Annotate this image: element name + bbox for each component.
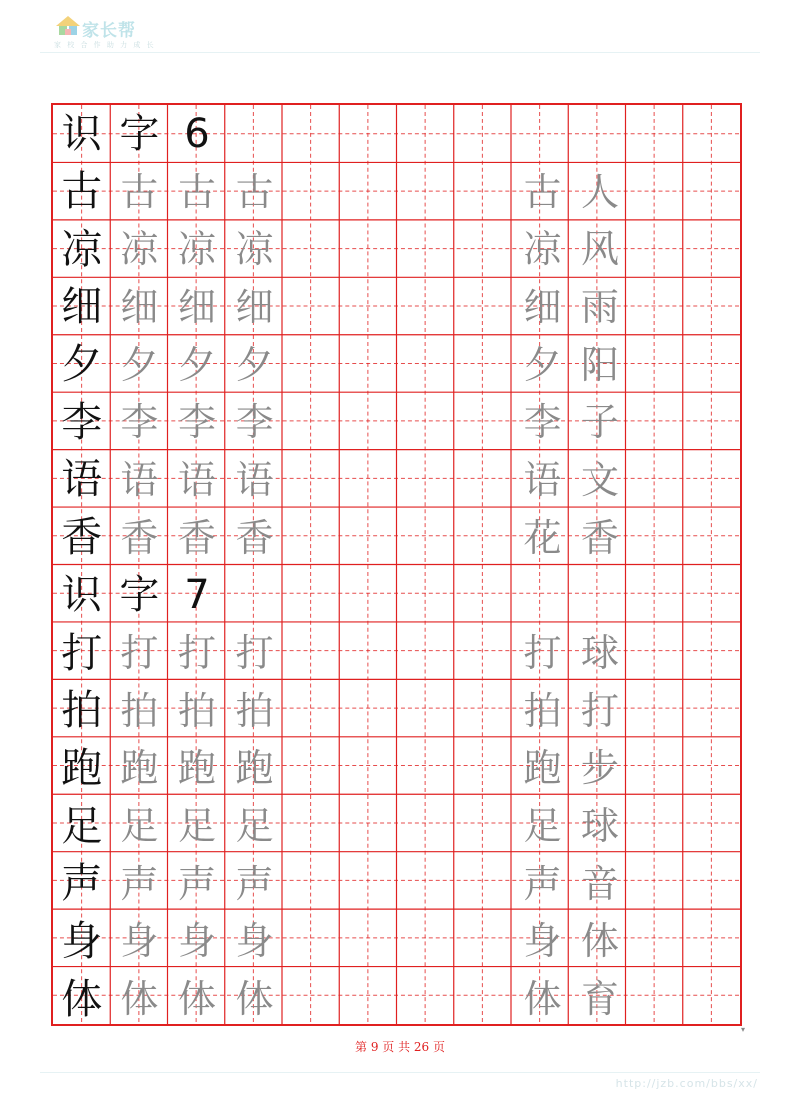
model-character: 夕 bbox=[61, 340, 103, 389]
trace-character: 香 bbox=[120, 515, 159, 560]
tianzige-practice-grid bbox=[51, 103, 742, 1026]
trace-character: 语 bbox=[235, 457, 274, 502]
trace-character: 香 bbox=[177, 515, 216, 560]
word-character: 跑 bbox=[523, 746, 562, 791]
word-character: 体 bbox=[581, 919, 620, 964]
trace-character: 跑 bbox=[235, 746, 274, 791]
trace-character: 夕 bbox=[177, 342, 216, 387]
trace-character: 跑 bbox=[177, 746, 216, 791]
trace-character: 夕 bbox=[235, 342, 274, 387]
word-character: 凉 bbox=[523, 227, 562, 272]
word-character: 球 bbox=[581, 631, 620, 676]
word-character: 体 bbox=[523, 977, 562, 1022]
trace-character: 凉 bbox=[177, 227, 216, 272]
word-character: 球 bbox=[581, 804, 620, 849]
word-character: 身 bbox=[523, 919, 562, 964]
trace-character: 细 bbox=[177, 284, 216, 329]
trace-character: 足 bbox=[235, 804, 274, 849]
trace-character: 凉 bbox=[120, 227, 159, 272]
trace-character: 跑 bbox=[120, 746, 159, 791]
model-character: 打 bbox=[61, 628, 103, 677]
footer-divider bbox=[40, 1072, 760, 1073]
word-character: 香 bbox=[581, 515, 620, 560]
section-title-glyph: 7 bbox=[184, 572, 210, 619]
header-divider bbox=[40, 52, 760, 53]
model-character: 身 bbox=[61, 916, 103, 965]
section-title-glyph: 字 bbox=[119, 110, 160, 157]
trace-character: 声 bbox=[177, 861, 216, 906]
word-character: 育 bbox=[581, 977, 620, 1022]
word-character: 声 bbox=[523, 861, 562, 906]
word-character: 夕 bbox=[523, 342, 562, 387]
model-character: 李 bbox=[61, 397, 103, 446]
model-character: 香 bbox=[61, 513, 103, 562]
trace-character: 香 bbox=[235, 515, 274, 560]
brand-name: 家长帮 bbox=[82, 21, 136, 41]
model-character: 细 bbox=[61, 282, 103, 331]
word-character: 人 bbox=[581, 169, 620, 214]
trace-character: 拍 bbox=[120, 688, 159, 733]
word-character: 步 bbox=[581, 746, 620, 791]
trace-character: 李 bbox=[177, 400, 216, 445]
word-character: 文 bbox=[581, 457, 620, 502]
word-character: 花 bbox=[523, 515, 562, 560]
model-character: 语 bbox=[61, 455, 103, 504]
model-character: 声 bbox=[61, 859, 103, 908]
trace-character: 拍 bbox=[177, 688, 216, 733]
trace-character: 古 bbox=[120, 169, 159, 214]
trace-character: 古 bbox=[177, 169, 216, 214]
trace-character: 夕 bbox=[120, 342, 159, 387]
trace-character: 凉 bbox=[235, 227, 274, 272]
trace-character: 李 bbox=[235, 400, 274, 445]
trace-character: 体 bbox=[177, 977, 216, 1022]
model-character: 拍 bbox=[61, 686, 103, 735]
section-title-glyph: 6 bbox=[184, 110, 210, 157]
house-logo-icon bbox=[54, 14, 82, 38]
trace-character: 打 bbox=[120, 631, 159, 676]
model-character: 跑 bbox=[61, 743, 103, 792]
word-character: 打 bbox=[581, 688, 620, 733]
word-character: 打 bbox=[523, 631, 562, 676]
section-title-glyph: 字 bbox=[119, 572, 160, 619]
trace-character: 足 bbox=[177, 804, 216, 849]
section-title-glyph: 识 bbox=[61, 572, 102, 619]
trace-character: 身 bbox=[177, 919, 216, 964]
trace-character: 身 bbox=[120, 919, 159, 964]
word-character: 李 bbox=[523, 400, 562, 445]
brand-logo bbox=[54, 14, 154, 48]
trace-character: 语 bbox=[120, 457, 159, 502]
trace-character: 声 bbox=[235, 861, 274, 906]
corner-mark: ▾ bbox=[741, 1025, 746, 1034]
trace-character: 细 bbox=[235, 284, 274, 329]
model-character: 体 bbox=[61, 974, 103, 1023]
word-character: 子 bbox=[581, 400, 620, 445]
section-title-glyph: 识 bbox=[61, 110, 102, 157]
trace-character: 身 bbox=[235, 919, 274, 964]
page-number: 第 9 页 共 26 页 bbox=[355, 1040, 445, 1054]
model-character: 古 bbox=[61, 167, 103, 216]
trace-character: 打 bbox=[177, 631, 216, 676]
word-character: 语 bbox=[523, 457, 562, 502]
footer-url: http://jzb.com/bbs/xx/ bbox=[615, 1077, 758, 1090]
word-character: 细 bbox=[523, 284, 562, 329]
trace-character: 语 bbox=[177, 457, 216, 502]
trace-character: 声 bbox=[120, 861, 159, 906]
trace-character: 细 bbox=[120, 284, 159, 329]
model-character: 凉 bbox=[61, 224, 103, 273]
trace-character: 古 bbox=[235, 169, 274, 214]
trace-character: 体 bbox=[235, 977, 274, 1022]
word-character: 雨 bbox=[581, 284, 620, 329]
word-character: 拍 bbox=[523, 688, 562, 733]
trace-character: 打 bbox=[235, 631, 274, 676]
trace-character: 李 bbox=[120, 400, 159, 445]
word-character: 阳 bbox=[581, 342, 620, 387]
trace-character: 足 bbox=[120, 804, 159, 849]
word-character: 音 bbox=[581, 861, 620, 906]
brand-tagline: 家 校 合 作 助 力 成 长 bbox=[54, 41, 156, 49]
model-character: 足 bbox=[61, 801, 103, 850]
trace-character: 体 bbox=[120, 977, 159, 1022]
word-character: 足 bbox=[523, 804, 562, 849]
trace-character: 拍 bbox=[235, 688, 274, 733]
word-character: 风 bbox=[581, 227, 620, 272]
word-character: 古 bbox=[523, 169, 562, 214]
